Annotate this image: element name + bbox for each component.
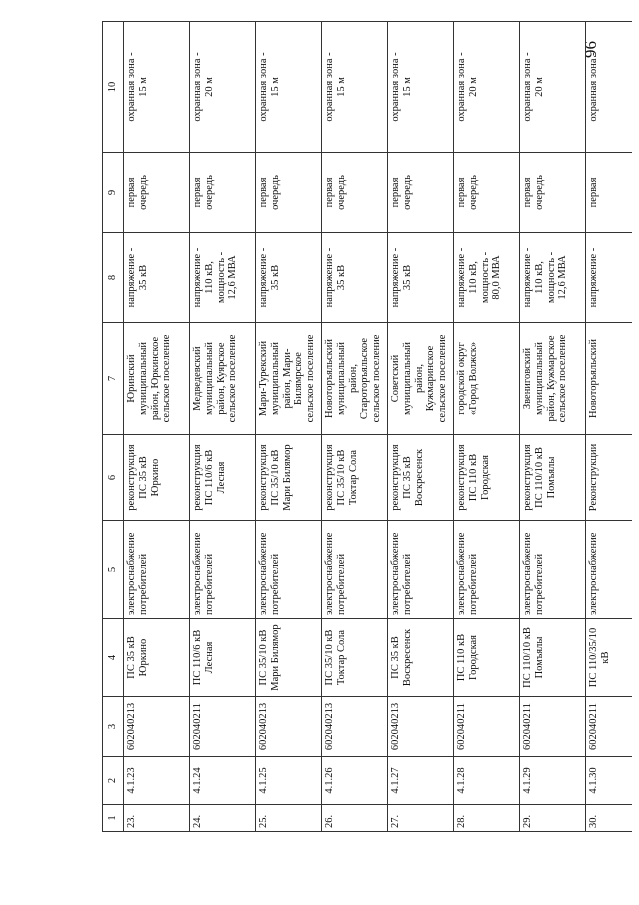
row-number-cell: 25.	[256, 805, 322, 832]
zone-cell: охранная зона - 20 м	[454, 22, 520, 153]
table-row	[388, 22, 454, 832]
header-row	[103, 22, 124, 832]
row-number-cell: 28.	[454, 805, 520, 832]
column-header: 10	[103, 22, 124, 153]
table-container	[102, 22, 625, 832]
item-code-cell: 4.1.25	[256, 757, 322, 805]
column-header: 9	[103, 153, 124, 233]
parameters-cell: напряжение - 35 кВ	[322, 233, 388, 323]
action-cell: реконструкция ПС 35/10 кВ Мари Билямор	[256, 435, 322, 521]
item-code-cell: 4.1.23	[124, 757, 190, 805]
zone-cell: охранная зона - 15 м	[124, 22, 190, 153]
location-cell: Мари-Турекский муниципальный район, Мари- Билямрское сельское поселение	[256, 323, 322, 435]
column-header: 3	[103, 697, 124, 757]
row-number-cell: 26.	[322, 805, 388, 832]
purpose-cell: электроснабжение потребителей	[256, 521, 322, 619]
object-name-cell: ПС 110 кВ Городская	[454, 619, 520, 697]
action-cell: реконструкция ПС 35 кВ Юркино	[124, 435, 190, 521]
zone-cell: охранная зона -	[586, 22, 632, 153]
item-code-cell: 4.1.27	[388, 757, 454, 805]
row-number-cell: 27.	[388, 805, 454, 832]
action-cell: реконструкция ПС 110/6 кВ Лесная	[190, 435, 256, 521]
item-code-cell: 4.1.24	[190, 757, 256, 805]
stage-cell: первая очередь	[388, 153, 454, 233]
okved-code-cell: 602040213	[322, 697, 388, 757]
zone-cell: охранная зона - 20 м	[520, 22, 586, 153]
object-name-cell: ПС 110/6 кВ Лесная	[190, 619, 256, 697]
table-row	[322, 22, 388, 832]
column-header: 5	[103, 521, 124, 619]
okved-code-cell: 602040211	[520, 697, 586, 757]
row-number-cell: 23.	[124, 805, 190, 832]
action-cell: Реконструкции	[586, 435, 632, 521]
location-cell: Юринский муниципальный район, Юркинское сельское поселение	[124, 323, 190, 435]
zone-cell: охранная зона - 20 м	[190, 22, 256, 153]
purpose-cell: электроснабжение потребителей	[388, 521, 454, 619]
location-cell: Советский муниципальный район, Кужмаринское сельское поселение	[388, 323, 454, 435]
column-header: 7	[103, 323, 124, 435]
okved-code-cell: 602040213	[388, 697, 454, 757]
stage-cell: первая очередь	[454, 153, 520, 233]
location-cell: Звениговский муниципальный район, Кужмарское сельское поселение	[520, 323, 586, 435]
table-row	[256, 22, 322, 832]
stage-cell: первая очередь	[256, 153, 322, 233]
row-number-cell: 24.	[190, 805, 256, 832]
action-cell: реконструкция ПС 35/10 кВ Токтар Сола	[322, 435, 388, 521]
column-header: 6	[103, 435, 124, 521]
column-header: 4	[103, 619, 124, 697]
object-name-cell: ПС 35/10 кВ Мари Билямор	[256, 619, 322, 697]
purpose-cell: электроснабжение потребителей	[322, 521, 388, 619]
row-number-cell: 29.	[520, 805, 586, 832]
okved-code-cell: 602040211	[454, 697, 520, 757]
okved-code-cell: 602040213	[256, 697, 322, 757]
purpose-cell: электроснабжение	[586, 521, 632, 619]
table-row	[586, 22, 632, 832]
parameters-cell: напряжение - 110 кВ, мощность - 80,0 МВА	[454, 233, 520, 323]
item-code-cell: 4.1.26	[322, 757, 388, 805]
location-cell: Новоторъяльский муниципальный район, Староторъяльское сельское поселение	[322, 323, 388, 435]
stage-cell: первая	[586, 153, 632, 233]
stage-cell: первая очередь	[520, 153, 586, 233]
substations-table	[102, 21, 632, 832]
purpose-cell: электроснабжение потребителей	[190, 521, 256, 619]
object-name-cell: ПС 110/35/10 кВ	[586, 619, 632, 697]
parameters-cell: напряжение - 35 кВ	[256, 233, 322, 323]
parameters-cell: напряжение - 35 кВ	[388, 233, 454, 323]
row-number-cell: 30.	[586, 805, 632, 832]
parameters-cell: напряжение -	[586, 233, 632, 323]
object-name-cell: ПС 110/10 кВ Помъялы	[520, 619, 586, 697]
table-row	[124, 22, 190, 832]
location-cell: городской округ «Город Волжск»	[454, 323, 520, 435]
table-row	[454, 22, 520, 832]
table-header	[103, 22, 124, 832]
object-name-cell: ПС 35 кВ Юркино	[124, 619, 190, 697]
column-header: 1	[103, 805, 124, 832]
zone-cell: охранная зона - 15 м	[322, 22, 388, 153]
action-cell: реконструкция ПС 110 кВ Городская	[454, 435, 520, 521]
parameters-cell: напряжение - 110 кВ, мощность - 12,6 МВА	[520, 233, 586, 323]
item-code-cell: 4.1.30	[586, 757, 632, 805]
stage-cell: первая очередь	[124, 153, 190, 233]
item-code-cell: 4.1.29	[520, 757, 586, 805]
purpose-cell: электроснабжение потребителей	[454, 521, 520, 619]
stage-cell: первая очередь	[322, 153, 388, 233]
item-code-cell: 4.1.28	[454, 757, 520, 805]
okved-code-cell: 602040213	[124, 697, 190, 757]
purpose-cell: электроснабжение потребителей	[520, 521, 586, 619]
okved-code-cell: 602040211	[586, 697, 632, 757]
column-header: 2	[103, 757, 124, 805]
purpose-cell: электроснабжение потребителей	[124, 521, 190, 619]
zone-cell: охранная зона - 15 м	[256, 22, 322, 153]
object-name-cell: ПС 35 кВ Воскресенск	[388, 619, 454, 697]
object-name-cell: ПС 35/10 кВ Токтар Сола	[322, 619, 388, 697]
location-cell: Медведевский муниципальный район, Куярское сельское поселение	[190, 323, 256, 435]
column-header: 8	[103, 233, 124, 323]
page-number: 96	[581, 41, 600, 58]
action-cell: реконструкция ПС 35 кВ Воскресенск	[388, 435, 454, 521]
zone-cell: охранная зона - 15 м	[388, 22, 454, 153]
parameters-cell: напряжение - 35 кВ	[124, 233, 190, 323]
table-row	[190, 22, 256, 832]
stage-cell: первая очередь	[190, 153, 256, 233]
okved-code-cell: 602040211	[190, 697, 256, 757]
location-cell: Новоторъяльский	[586, 323, 632, 435]
parameters-cell: напряжение - 110 кВ, мощность - 12,6 МВА	[190, 233, 256, 323]
table-body	[124, 22, 632, 832]
table-row	[520, 22, 586, 832]
action-cell: реконструкция ПС 110/10 кВ Помъялы	[520, 435, 586, 521]
